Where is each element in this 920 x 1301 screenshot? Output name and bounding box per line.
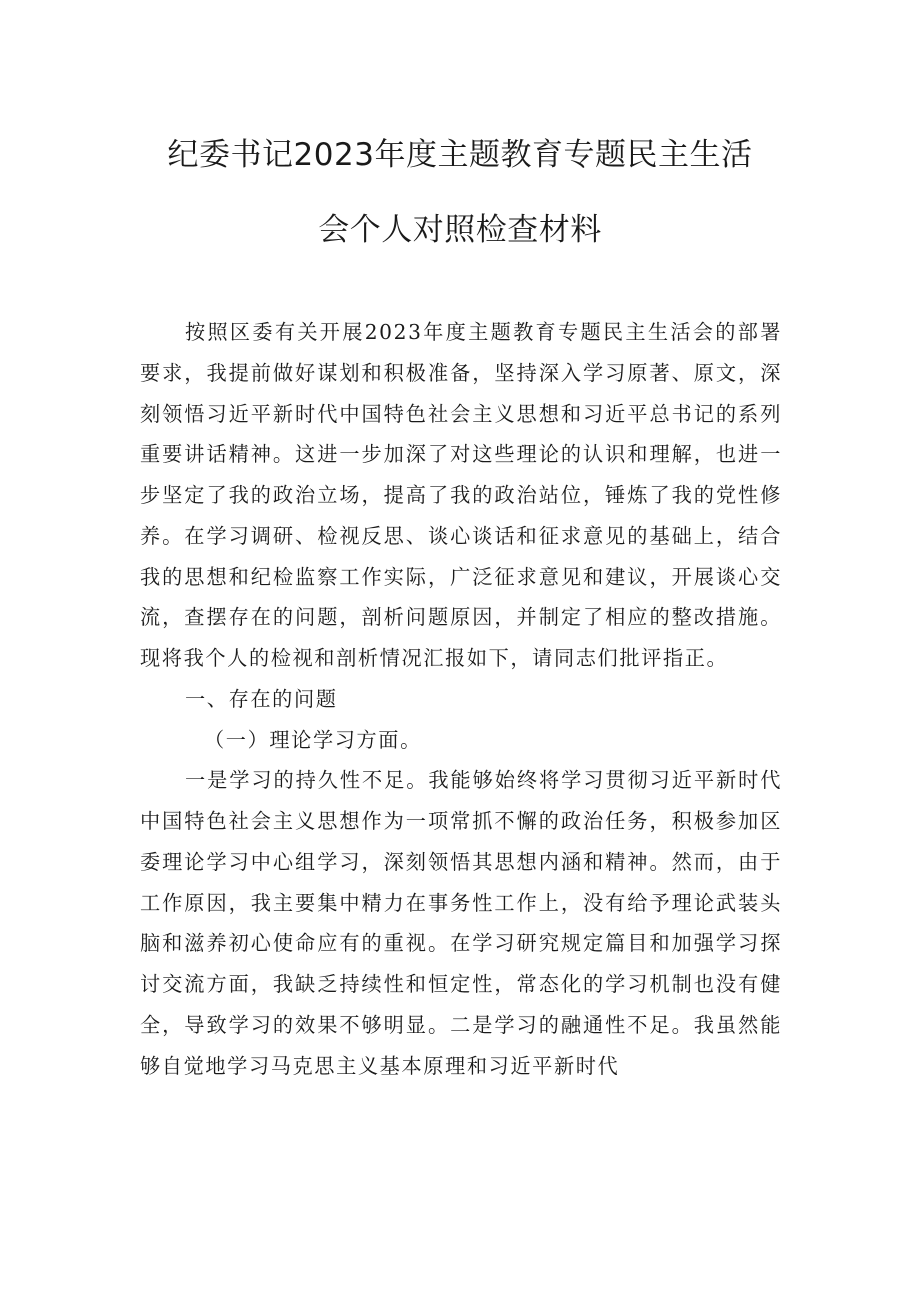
document-title-line-2: 会个人对照检查材料	[318, 212, 602, 248]
document-title-line-1: 纪委书记2023年度主题教育专题民主生活	[167, 137, 753, 173]
document-body	[140, 312, 782, 1086]
intro-paragraph: 按照区委有关开展2023年度主题教育专题民主生活会的部署要求，我提前做好谋划和积极准备，坚持深入学习原著、原文，深刻领悟习近平新时代中国特色社会主义思想和习近平总书记的系列重要讲话精神。这进一步加深了对这些理论的认识和理解，也进一步坚定了我的政治立场，提高了我的政治站位，锤炼了我的党性修养。在学习调研、检视反思、谈心谈话和征求意见的基础上，结合我的思想和纪检监察工作实际，广泛征求意见和建议，开展谈心交流，查摆存在的问题，剖析问题原因，并制定了相应的整改措施。现将我个人的检视和剖析情况汇报如下，请同志们批评指正。	[140, 320, 782, 670]
section-heading: 一、存在的问题	[185, 686, 338, 711]
theory-study-paragraph: 一是学习的持久性不足。我能够始终将学习贯彻习近平新时代中国特色社会主义思想作为一项常抓不懈的政治任务，积极参加区委理论学习中心组学习，深刻领悟其思想内涵和精神。然而，由于工作原因，我主要集中精力在事务性工作上，没有给予理论武装头脑和滋养初心使命应有的重视。在学习研究规定篇目和加强学习探讨交流方面，我缺乏持续性和恒定性，常态化的学习机制也没有健全，导致学习的效果不够明显。二是学习的融通性不足。我虽然能够自觉地学习马克思主义基本原理和习近平新时代	[140, 768, 782, 1078]
subsection-heading: （一）理论学习方面。	[204, 727, 422, 752]
